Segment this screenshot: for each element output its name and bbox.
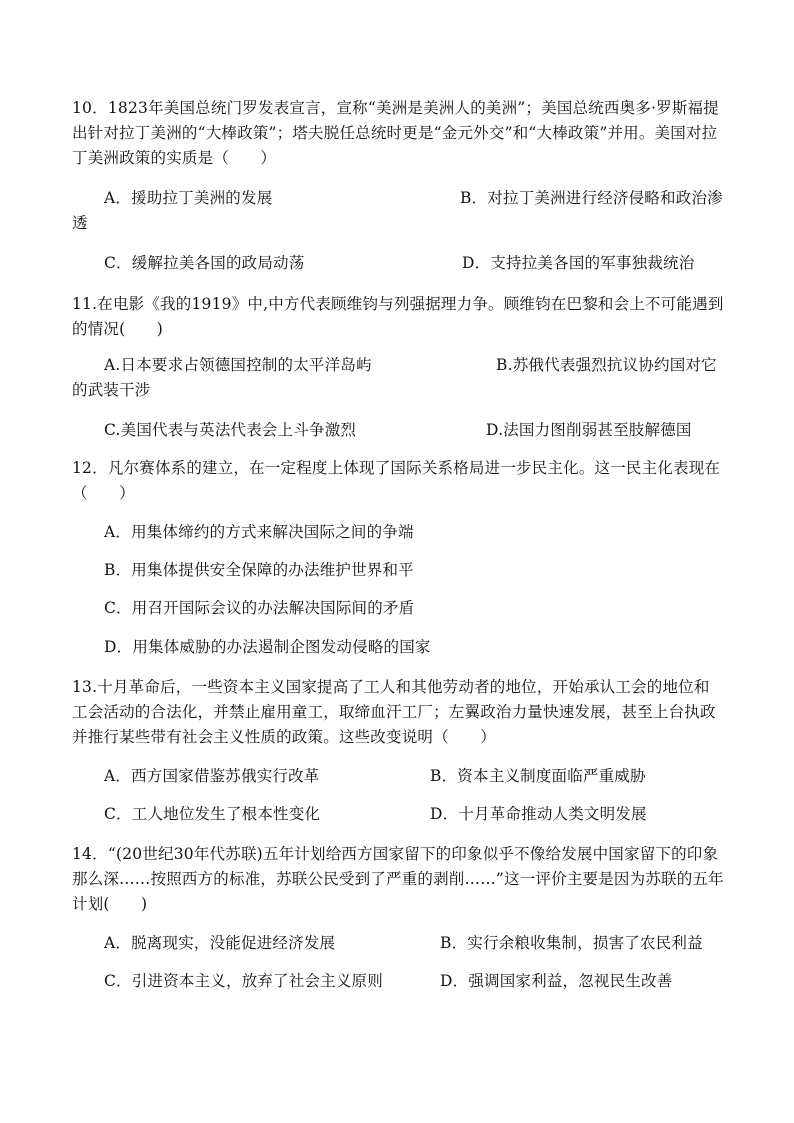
question-14-option-d: D．强调国家利益，忽视民生改善: [440, 972, 673, 990]
question-12-option-d: D．用集体威胁的办法遏制企图发动侵略的国家: [104, 638, 431, 656]
question-10-option-d: D．支持拉美各国的军事独裁统治: [462, 254, 695, 272]
question-10-option-b: B．对拉丁美洲进行经济侵略和政治渗透: [72, 189, 723, 232]
question-14-option-a: A．脱离现实，没能促进经济发展: [104, 934, 336, 952]
question-11-stem: 11.在电影《我的1919》中,中方代表顾维钧与列强据理力争。顾维钧在巴黎和会上不可能遇到的情况( ): [72, 295, 724, 338]
question-11-option-b: B.苏俄代表强烈抗议协约国对它的武装干涉: [72, 356, 717, 399]
question-10-stem: 10．1823年美国总统门罗发表宣言，宣称“美洲是美洲人的美洲”；美国总统西奥多·罗斯福提出针对拉丁美洲的“大棒政策”；塔夫脱任总统时更是“金元外交”和“大棒政策”并用。美国对拉丁美洲政策的实质是（ ）: [72, 99, 719, 167]
question-13-option-a: A．西方国家借鉴苏俄实行改革: [104, 767, 320, 785]
question-13-stem: 13.十月革命后，一些资本主义国家提高了工人和其他劳动者的地位，开始承认工会的地位和工会活动的合法化，并禁止雇用童工，取缔血汗工厂；左翼政治力量快速发展，甚至上台执政并推行某些带有社会主义性质的政策。这些改变说明（ ）: [72, 678, 716, 746]
question-14-option-c: C．引进资本主义，放弃了社会主义原则: [104, 972, 383, 990]
question-11-option-c: C.美国代表与英法代表会上斗争激烈: [104, 421, 357, 439]
question-14-option-b: B．实行余粮收集制，损害了农民利益: [440, 934, 703, 952]
question-13-option-c: C．工人地位发生了根本性变化: [104, 805, 321, 823]
question-13-option-d: D．十月革命推动人类文明发展: [430, 805, 647, 823]
question-10-option-c: C．缓解拉美各国的政局动荡: [104, 254, 305, 272]
question-11-option-a: A.日本要求占领德国控制的太平洋岛屿: [104, 356, 372, 374]
question-12-option-c: C．用召开国际会议的办法解决国际间的矛盾: [104, 599, 415, 617]
question-14-stem: 14．“(20世纪30年代苏联)五年计划给西方国家留下的印象似乎不像给发展中国家留下的印象那么深……按照西方的标准，苏联公民受到了严重的剥削……”这一评价主要是因为苏联的五年计划( ): [72, 845, 724, 913]
question-12-option-b: B．用集体提供安全保障的办法维护世界和平: [104, 561, 414, 579]
question-12-option-a: A．用集体缔约的方式来解决国际之间的争端: [104, 523, 414, 541]
question-12-stem: 12．凡尔赛体系的建立，在一定程度上体现了国际关系格局进一步民主化。这一民主化表现在（ ）: [72, 459, 721, 502]
question-11-option-d: D.法国力图削弱甚至肢解德国: [486, 421, 692, 439]
question-10-option-a: A．援助拉丁美洲的发展: [104, 189, 273, 207]
question-13-option-b: B．资本主义制度面临严重威胁: [430, 767, 646, 785]
